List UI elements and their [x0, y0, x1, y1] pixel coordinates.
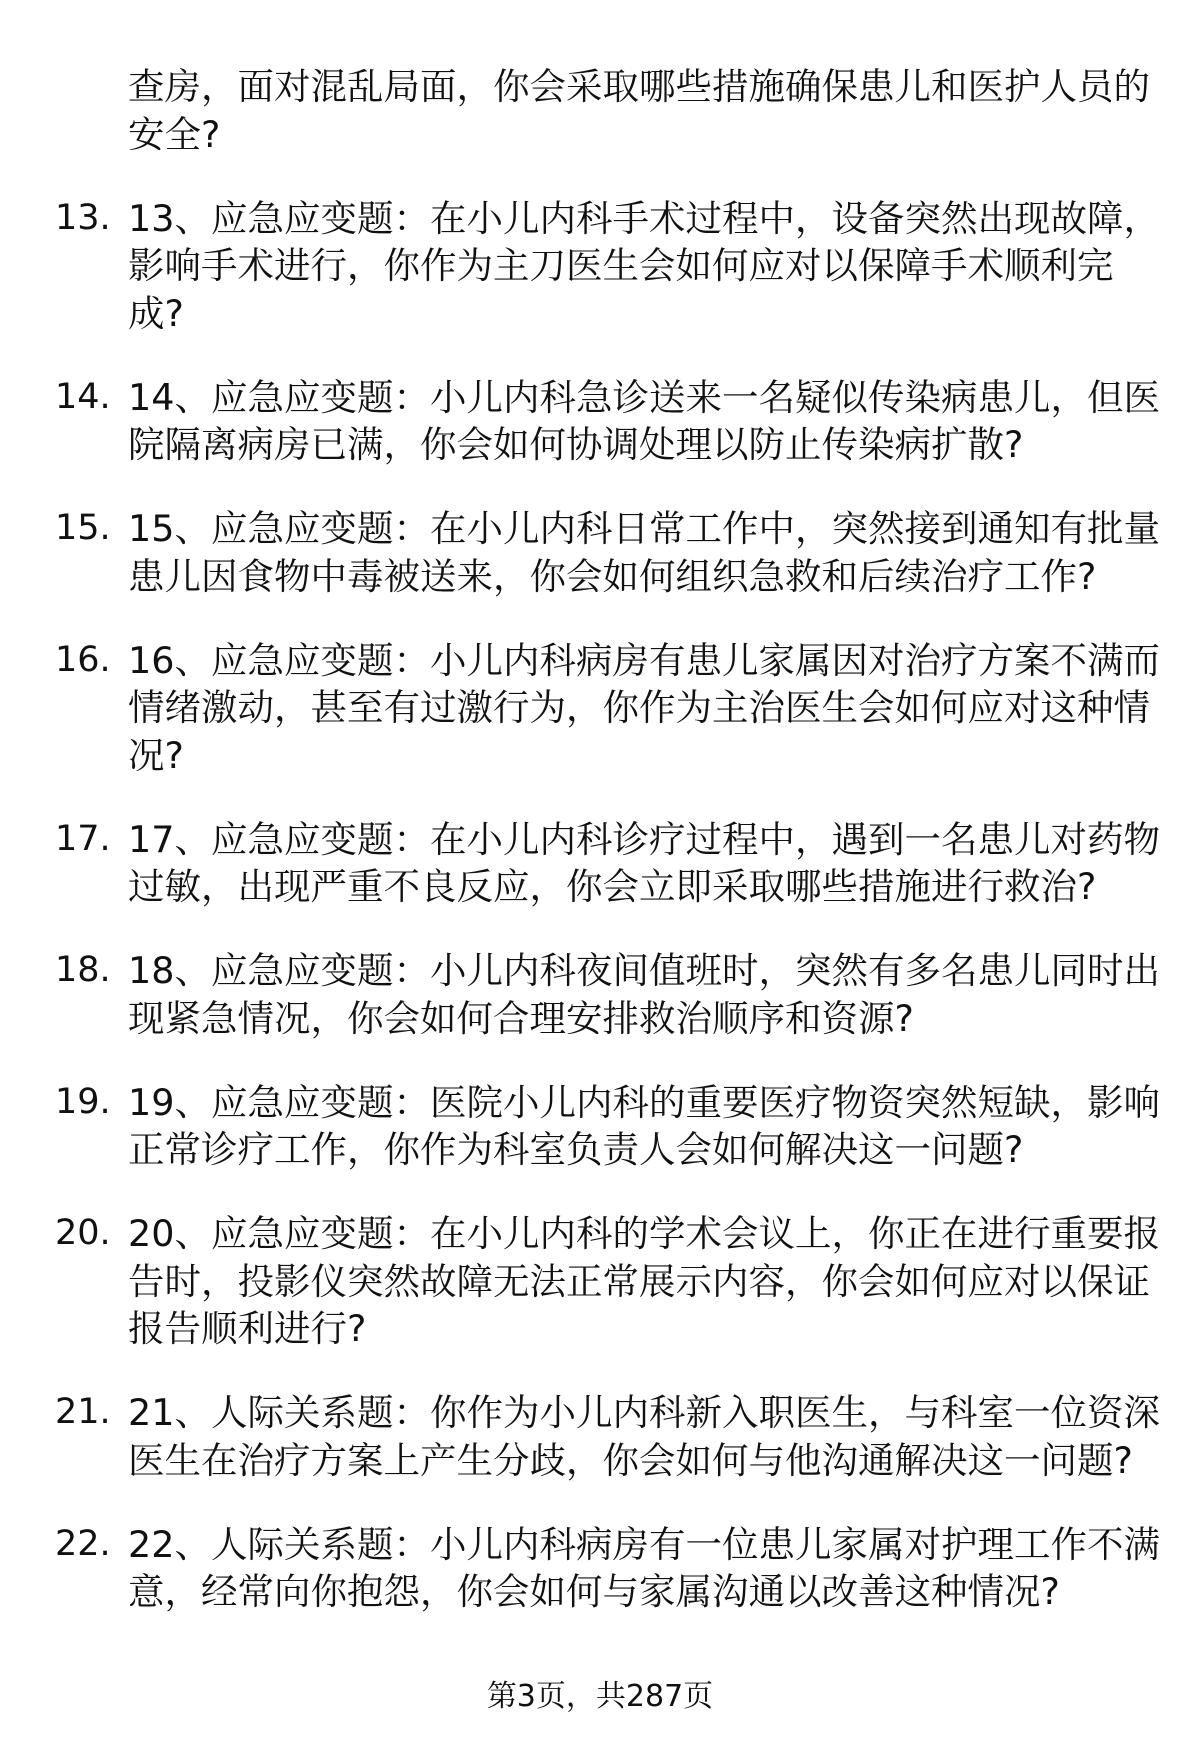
text-line: 现紧急情况，你会如何合理安排救治顺序和资源?	[128, 996, 914, 1040]
question-item	[0, 1521, 1200, 1616]
text-line: 过敏，出现严重不良反应，你会立即采取哪些措施进行救治?	[128, 865, 1097, 908]
question-continuation	[0, 63, 1200, 158]
text-line: 正常诊疗工作，你作为科室负责人会如何解决这一问题?	[128, 1128, 1024, 1171]
question-item	[0, 1079, 1200, 1174]
question-item	[0, 947, 1200, 1042]
text-line: 19、应急应变题：医院小儿内科的重要医疗物资突然短缺，影响	[128, 1080, 1160, 1124]
text-line: 21、人际关系题：你作为小儿内科新入职医生，与科室一位资深	[128, 1391, 1160, 1434]
list-number: 14.	[55, 376, 111, 417]
text-line: 17、应急应变题：在小儿内科诊疗过程中，遇到一名患儿对药物	[128, 817, 1160, 861]
text-line: 院隔离病房已满，你会如何协调处理以防止传染病扩散?	[128, 423, 1024, 466]
list-number: 21.	[55, 1392, 111, 1432]
text-line: 安全?	[128, 112, 221, 156]
list-number: 22.	[55, 1523, 111, 1564]
question-item	[0, 1389, 1200, 1484]
text-line: 影响手术进行，你作为主刀医生会如何应对以保障手术顺利完	[128, 244, 1114, 287]
text-line: 查房，面对混乱局面，你会采取哪些措施确保患儿和医护人员的	[128, 65, 1150, 108]
text-line: 14、应急应变题：小儿内科急诊送来一名疑似传染病患儿，但医	[128, 375, 1160, 419]
question-item	[0, 195, 1200, 338]
list-number: 18.	[55, 950, 111, 990]
text-line: 成?	[128, 291, 184, 335]
question-list	[0, 63, 1200, 1652]
text-line: 18、应急应变题：小儿内科夜间值班时，突然有多名患儿同时出	[128, 949, 1160, 992]
page-number: 第3页，共287页	[486, 1679, 714, 1714]
text-line: 意，经常向你抱怨，你会如何与家属沟通以改善这种情况?	[128, 1570, 1060, 1613]
question-item	[0, 1210, 1200, 1353]
list-number: 20.	[55, 1213, 111, 1253]
question-item	[0, 505, 1200, 600]
question-item	[0, 374, 1200, 469]
text-line: 况?	[128, 733, 184, 777]
list-number: 15.	[55, 508, 111, 548]
text-line: 16、应急应变题：小儿内科病房有患儿家属因对治疗方案不满而	[128, 638, 1160, 682]
list-number: 16.	[55, 639, 111, 680]
text-line: 告时，投影仪突然故障无法正常展示内容，你会如何应对以保证	[128, 1259, 1150, 1303]
text-line: 20、应急应变题：在小儿内科的学术会议上，你正在进行重要报	[128, 1212, 1160, 1255]
text-line: 15、应急应变题：在小儿内科日常工作中，突然接到通知有批量	[128, 507, 1160, 550]
text-line: 13、应急应变题：在小儿内科手术过程中，设备突然出现故障，	[128, 196, 1160, 240]
list-number: 17.	[55, 818, 111, 859]
question-item	[0, 637, 1200, 780]
text-line: 情绪激动，甚至有过激行为，你作为主治医生会如何应对这种情	[128, 686, 1150, 729]
text-line: 患儿因食物中毒被送来，你会如何组织急救和后续治疗工作?	[128, 554, 1097, 598]
text-line: 报告顺利进行?	[128, 1307, 367, 1350]
list-number: 19.	[55, 1081, 111, 1122]
text-line: 医生在治疗方案上产生分歧，你会如何与他沟通解决这一问题?	[128, 1438, 1133, 1482]
list-number: 13.	[55, 197, 111, 238]
text-line: 22、人际关系题：小儿内科病房有一位患儿家属对护理工作不满	[128, 1522, 1160, 1566]
question-item	[0, 816, 1200, 911]
